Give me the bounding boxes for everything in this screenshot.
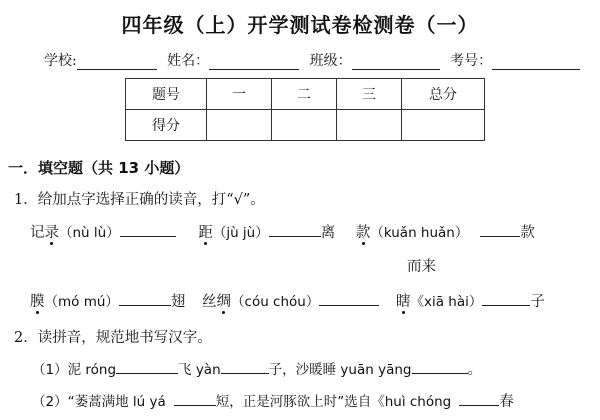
q2-text: 飞 yàn bbox=[178, 362, 221, 378]
q1-item-tail: 子 bbox=[530, 294, 545, 310]
exam-no-field[interactable] bbox=[492, 55, 580, 70]
q1-item-options: 《xiā hài） bbox=[410, 294, 483, 310]
q1-item-options: （jù jù） bbox=[212, 225, 269, 241]
q1-item-tail: 款 bbox=[520, 225, 535, 241]
answer-blank[interactable] bbox=[459, 392, 499, 406]
question-2-line-2 bbox=[32, 390, 514, 411]
q1-item-tail: 翅 bbox=[170, 294, 186, 310]
name-label: 姓名： bbox=[167, 53, 210, 69]
question-2-line-1 bbox=[32, 358, 482, 379]
score-cell[interactable] bbox=[272, 110, 337, 141]
question-1-prompt: 1．给加点字选择正确的读音，打“√”。 bbox=[14, 192, 265, 208]
answer-blank[interactable] bbox=[221, 360, 269, 374]
score-cell[interactable] bbox=[207, 110, 272, 141]
answer-blank[interactable] bbox=[412, 360, 468, 374]
score-header-cell: 二 bbox=[272, 79, 337, 110]
q1-item-text: 记录 bbox=[30, 225, 59, 241]
score-header-cell: 总分 bbox=[402, 79, 485, 110]
q1-item-text: 膜 bbox=[30, 294, 45, 310]
answer-blank[interactable] bbox=[174, 392, 216, 406]
page-title: 四年级（上）开学测试卷检测卷（一） bbox=[121, 13, 479, 37]
answer-blank[interactable] bbox=[269, 223, 321, 237]
score-header-cell: 三 bbox=[337, 79, 402, 110]
answer-blank[interactable] bbox=[480, 223, 520, 237]
q1-item-text: 距 bbox=[198, 225, 213, 241]
q1-item-options: （mó mú） bbox=[44, 294, 119, 310]
score-header-cell: 一 bbox=[207, 79, 272, 110]
q2-text: （1）泥 róng bbox=[32, 362, 117, 378]
answer-blank[interactable] bbox=[319, 292, 379, 306]
answer-blank[interactable] bbox=[116, 360, 178, 374]
answer-blank[interactable] bbox=[120, 223, 176, 237]
answer-blank[interactable] bbox=[119, 292, 171, 306]
q1-item-text: 瞎 bbox=[395, 294, 411, 310]
score-table bbox=[125, 78, 485, 141]
score-cell[interactable] bbox=[402, 110, 485, 141]
school-field[interactable] bbox=[77, 55, 157, 70]
q1-item-text: 款 bbox=[355, 225, 371, 241]
score-cell[interactable] bbox=[337, 110, 402, 141]
q1-item-options: （nù lù） bbox=[59, 225, 120, 241]
q1-item-options: （cóu chóu） bbox=[231, 294, 320, 310]
student-info-row bbox=[44, 50, 580, 70]
answer-blank[interactable] bbox=[482, 292, 530, 306]
score-row-label: 得分 bbox=[126, 110, 207, 141]
q2-text: 。 bbox=[467, 362, 482, 378]
class-field[interactable] bbox=[352, 55, 440, 70]
score-header-row bbox=[126, 79, 485, 110]
section-heading: 一．填空题（共 13 小题） bbox=[8, 159, 190, 177]
score-header-cell: 题号 bbox=[126, 79, 207, 110]
question-2-prompt: 2．读拼音，规范地书写汉字。 bbox=[14, 330, 212, 346]
q2-text: 短，正是河豚欲上时”选自《huì chóng bbox=[215, 394, 452, 410]
q1-item-text: 丝绸 bbox=[202, 294, 232, 310]
q1-item-options: （kuǎn huǎn） bbox=[370, 225, 469, 241]
q1-item-tail: 离 bbox=[320, 225, 336, 241]
question-1-line-1 bbox=[30, 221, 535, 242]
q2-text: 子，沙暖睡 yuān yāng bbox=[268, 362, 412, 378]
class-label: 班级： bbox=[309, 53, 352, 69]
question-1-line-2: 而来 bbox=[407, 259, 436, 275]
name-field[interactable] bbox=[209, 55, 299, 70]
school-label: 学校: bbox=[44, 53, 77, 69]
q2-text: （2）“萎蒿满地 lú yá bbox=[32, 394, 166, 410]
score-value-row bbox=[126, 110, 485, 141]
exam-no-label: 考号： bbox=[450, 53, 493, 69]
q2-text: 春 bbox=[499, 394, 514, 410]
question-1-line-3 bbox=[30, 290, 545, 311]
